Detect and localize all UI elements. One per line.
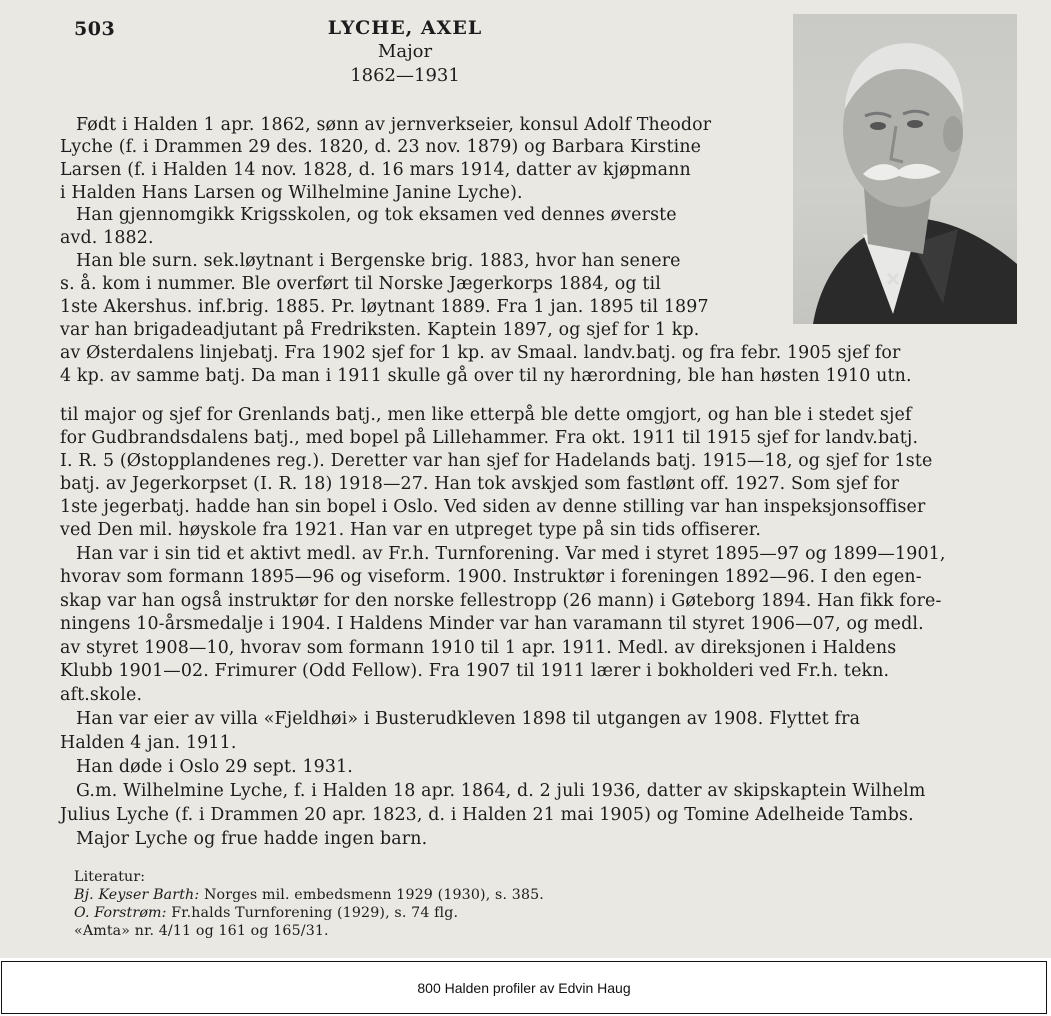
person-rank: Major — [377, 41, 433, 62]
text-line: Han gjennomgikk Krigsskolen, og tok eksamen ved dennes øverste — [76, 205, 677, 225]
text-line: Klubb 1901—02. Frimurer (Odd Fellow). Fra 1907 til 1911 lærer i bokholderi ved Fr.h. tekn. — [60, 661, 890, 681]
literature-entry — [74, 922, 329, 940]
text-line: i Halden Hans Larsen og Wilhelmine Janine Lyche). — [60, 183, 523, 203]
text-line: ningens 10-årsmedalje i 1904. I Haldens Minder var han varamann til styret 1906—07, og medl. — [60, 614, 924, 634]
text-line: for Gudbrandsdalens batj., med bopel på Lillehammer. Fra okt. 1911 til 1915 sjef for landv.batj. — [60, 428, 919, 448]
text-line: aft.skole. — [60, 685, 143, 705]
person-name: LYCHE, AXEL — [327, 17, 483, 39]
text-line: Lyche (f. i Drammen 29 des. 1820, d. 23 nov. 1879) og Barbara Kirstine — [60, 137, 702, 157]
footer-text: 800 Halden profiler av Edvin Haug — [417, 979, 631, 996]
text-line: batj. av Jegerkorpset (I. R. 18) 1918—27. Han tok avskjed som fastlønt off. 1927. Som sjef for — [60, 474, 900, 494]
text-line: hvorav som formann 1895—96 og viseform. 1900. Instruktør i foreningen 1892—96. I den egen- — [60, 567, 922, 587]
text-line: avd. 1882. — [60, 228, 154, 248]
literature-entry — [74, 904, 458, 922]
text-line: Han døde i Oslo 29 sept. 1931. — [76, 757, 353, 777]
literature-author: O. Forstrøm: — [74, 905, 167, 921]
literature-heading: Literatur: — [74, 869, 146, 885]
literature-text: «Amta» nr. 4/11 og 161 og 165/31. — [74, 923, 329, 939]
footer-caption — [1, 961, 1047, 1014]
text-line: var han brigadeadjutant på Fredriksten. Kaptein 1897, og sjef for 1 kp. — [60, 320, 700, 340]
text-line: Født i Halden 1 apr. 1862, sønn av jernverkseier, konsul Adolf Theodor — [76, 115, 712, 135]
literature-text: Fr.halds Turnforening (1929), s. 74 flg. — [166, 905, 459, 921]
text-line: Larsen (f. i Halden 14 nov. 1828, d. 16 mars 1914, datter av kjøpmann — [60, 160, 691, 180]
portrait-photo-icon — [793, 14, 1017, 324]
text-line: s. å. kom i nummer. Ble overført til Norske Jægerkorps 1884, og til — [60, 274, 661, 294]
text-line: av Østerdalens linjebatj. Fra 1902 sjef for 1 kp. av Smaal. landv.batj. og fra febr. 1905 sjef for — [60, 343, 901, 363]
text-line: Han var i sin tid et aktivt medl. av Fr.h. Turnforening. Var med i styret 1895—97 og 1899—1901, — [76, 544, 946, 564]
page-number: 503 — [74, 18, 116, 40]
text-line: Major Lyche og frue hadde ingen barn. — [76, 829, 428, 849]
literature-author: Bj. Keyser Barth: — [74, 887, 200, 903]
text-line: 4 kp. av samme batj. Da man i 1911 skulle gå over til ny hærordning, ble han høsten 1910 utn. — [60, 366, 912, 386]
literature-entry — [74, 886, 544, 904]
text-line: Julius Lyche (f. i Drammen 20 apr. 1823, d. i Halden 21 mai 1905) og Tomine Adelheide Tambs. — [60, 805, 914, 825]
portrait-photo — [793, 14, 1017, 324]
person-years: 1862—1931 — [350, 65, 460, 86]
text-line: ved Den mil. høyskole fra 1921. Han var en utpreget type på sin tids offiserer. — [60, 520, 762, 540]
text-line: 1ste Akershus. inf.brig. 1885. Pr. løytnant 1889. Fra 1 jan. 1895 til 1897 — [60, 297, 709, 317]
text-line: Han ble surn. sek.løytnant i Bergenske brig. 1883, hvor han senere — [76, 251, 681, 271]
text-line: til major og sjef for Grenlands batj., men like etterpå ble dette omgjort, og han ble i stedet sjef — [60, 405, 912, 425]
text-line: G.m. Wilhelmine Lyche, f. i Halden 18 apr. 1864, d. 2 juli 1936, datter av skipskaptein Wilhelm — [76, 781, 926, 801]
text-line: Halden 4 jan. 1911. — [60, 733, 237, 753]
text-line: av styret 1908—10, hvorav som formann 1910 til 1 apr. 1911. Medl. av direksjonen i Haldens — [60, 638, 897, 658]
entry-header — [300, 16, 510, 88]
text-line: skap var han også instruktør for den norske fellestropp (26 mann) i Gøteborg 1894. Han fikk fore- — [60, 591, 942, 611]
text-line: Han var eier av villa «Fjeldhøi» i Busterudkleven 1898 til utgangen av 1908. Flyttet fra — [76, 709, 861, 729]
text-line: I. R. 5 (Østopplandenes reg.). Deretter var han sjef for Hadelands batj. 1915—18, og sjef for 1ste — [60, 451, 933, 471]
text-line: 1ste jegerbatj. hadde han sin bopel i Oslo. Ved siden av denne stilling var han inspeksjonsoffiser — [60, 497, 926, 517]
literature-text: Norges mil. embedsmenn 1929 (1930), s. 385. — [199, 887, 544, 903]
